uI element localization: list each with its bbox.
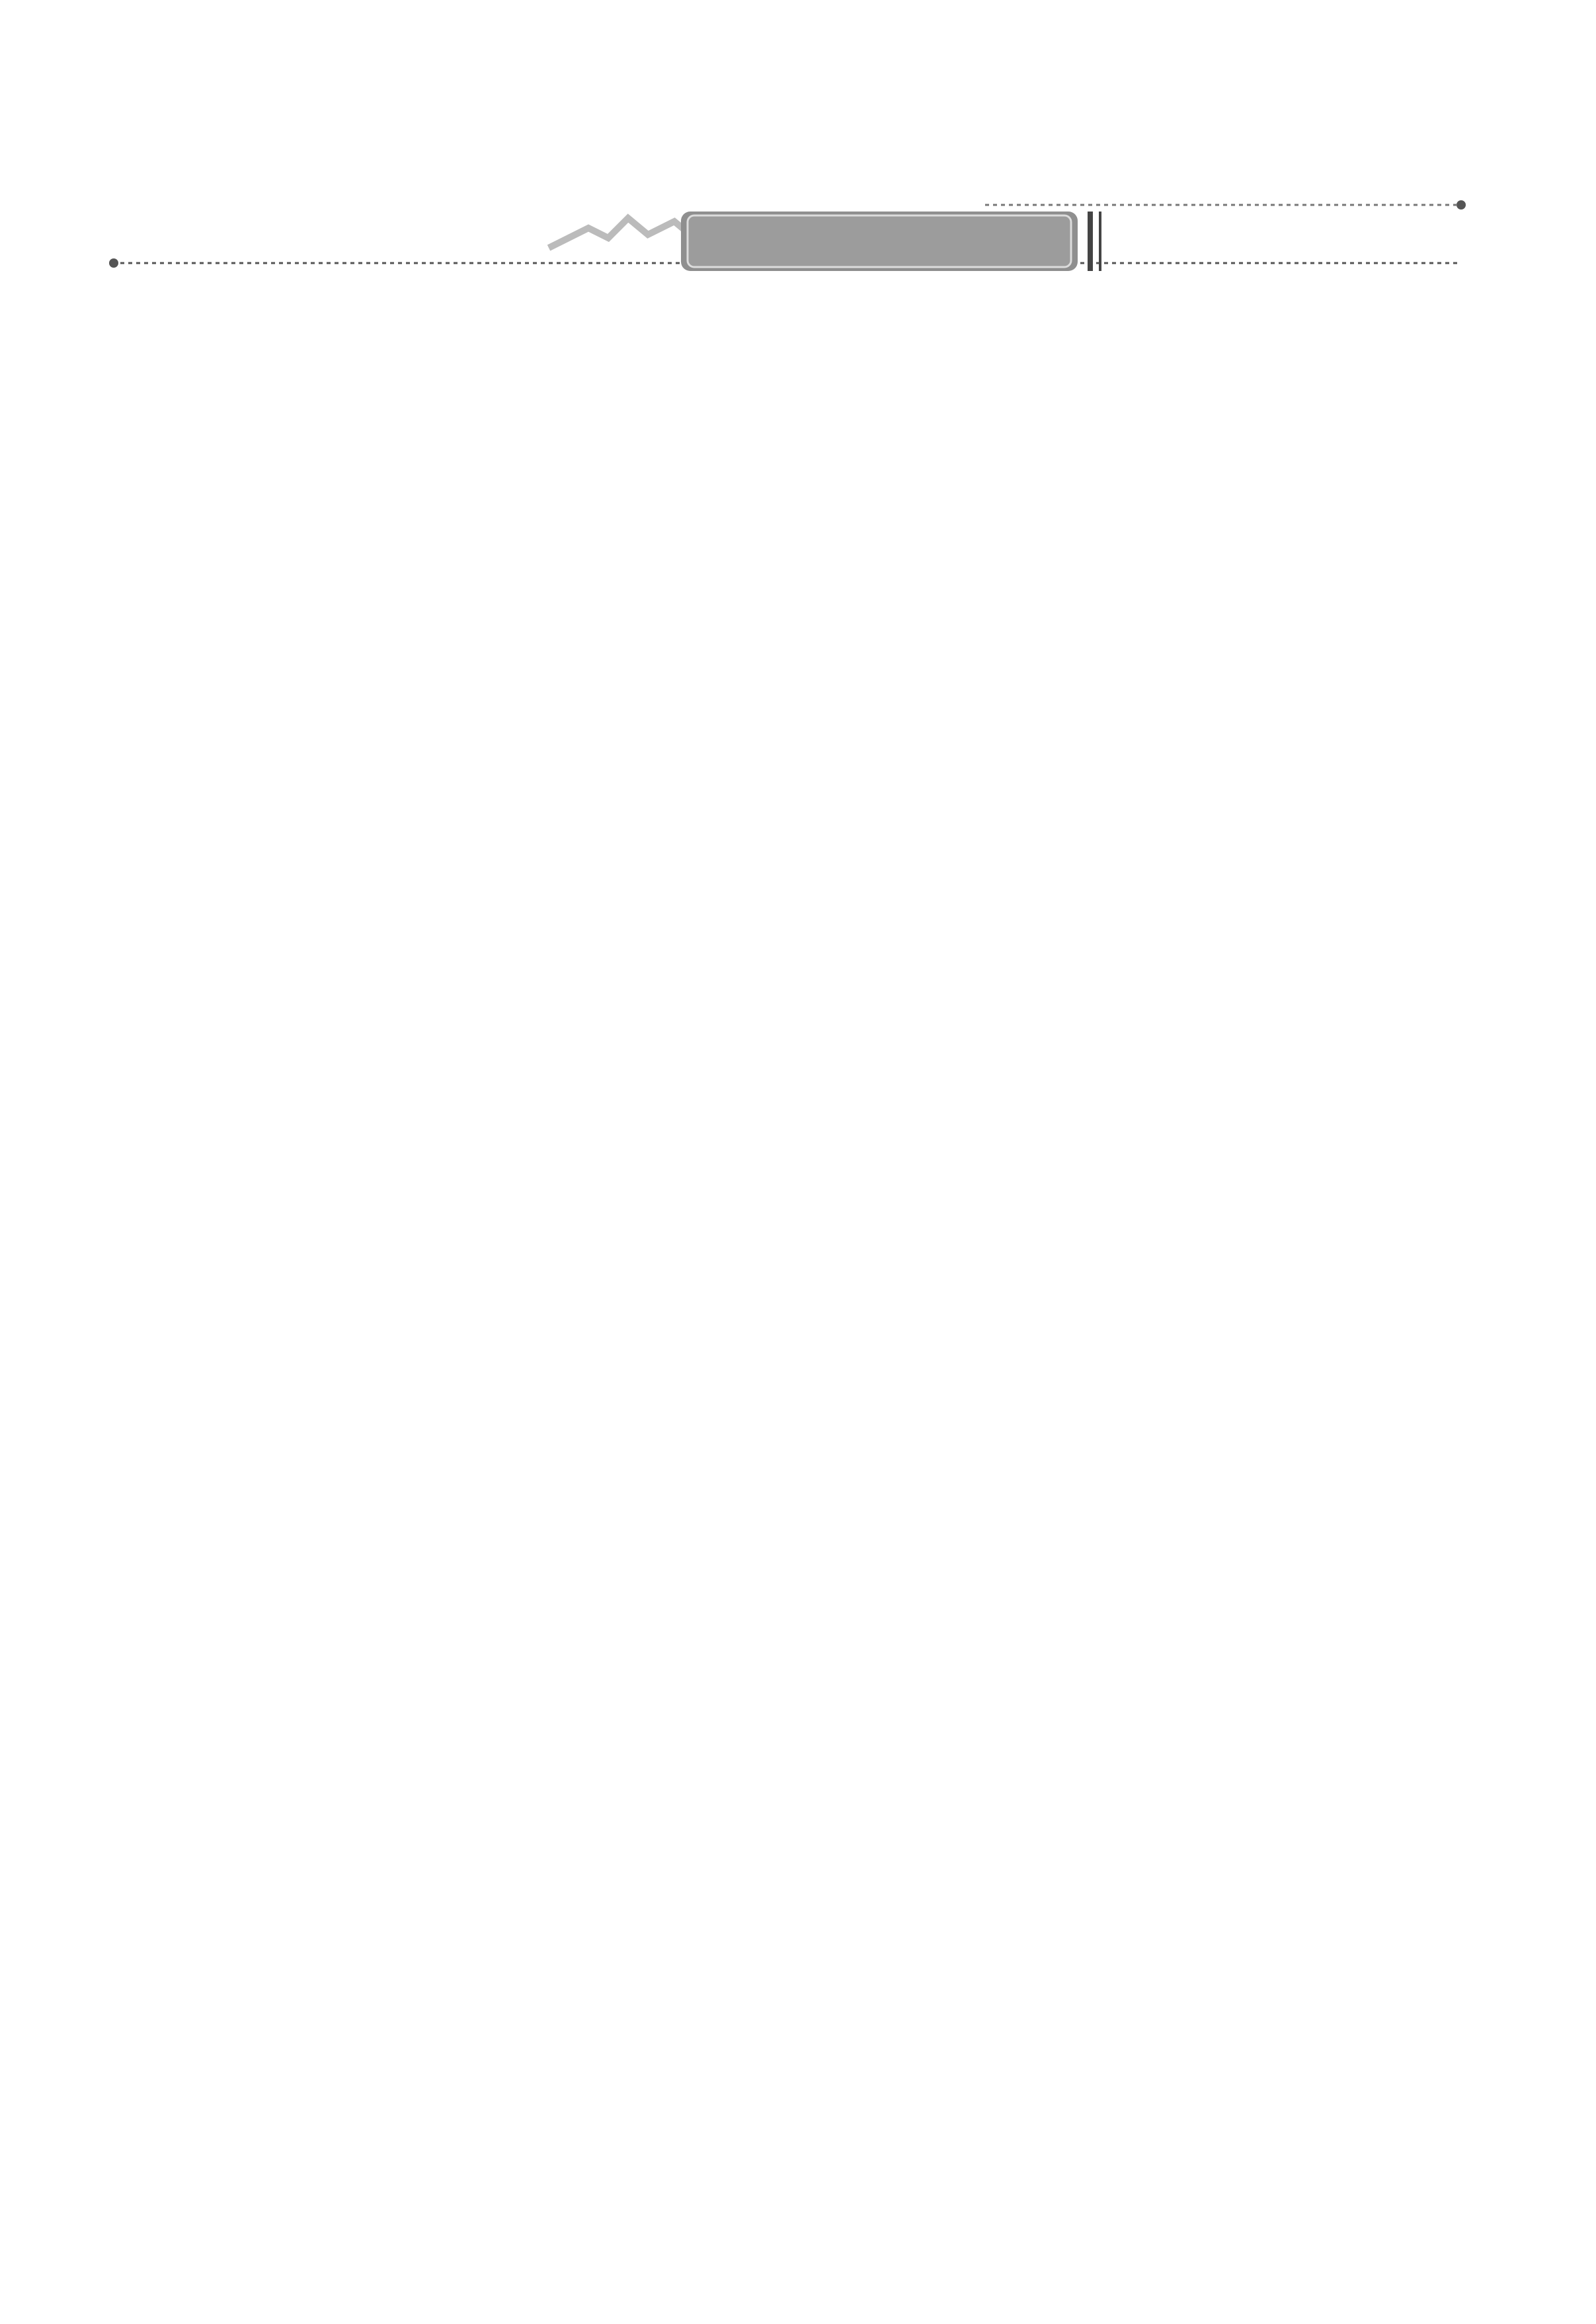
banner-decoration (99, 192, 1481, 284)
